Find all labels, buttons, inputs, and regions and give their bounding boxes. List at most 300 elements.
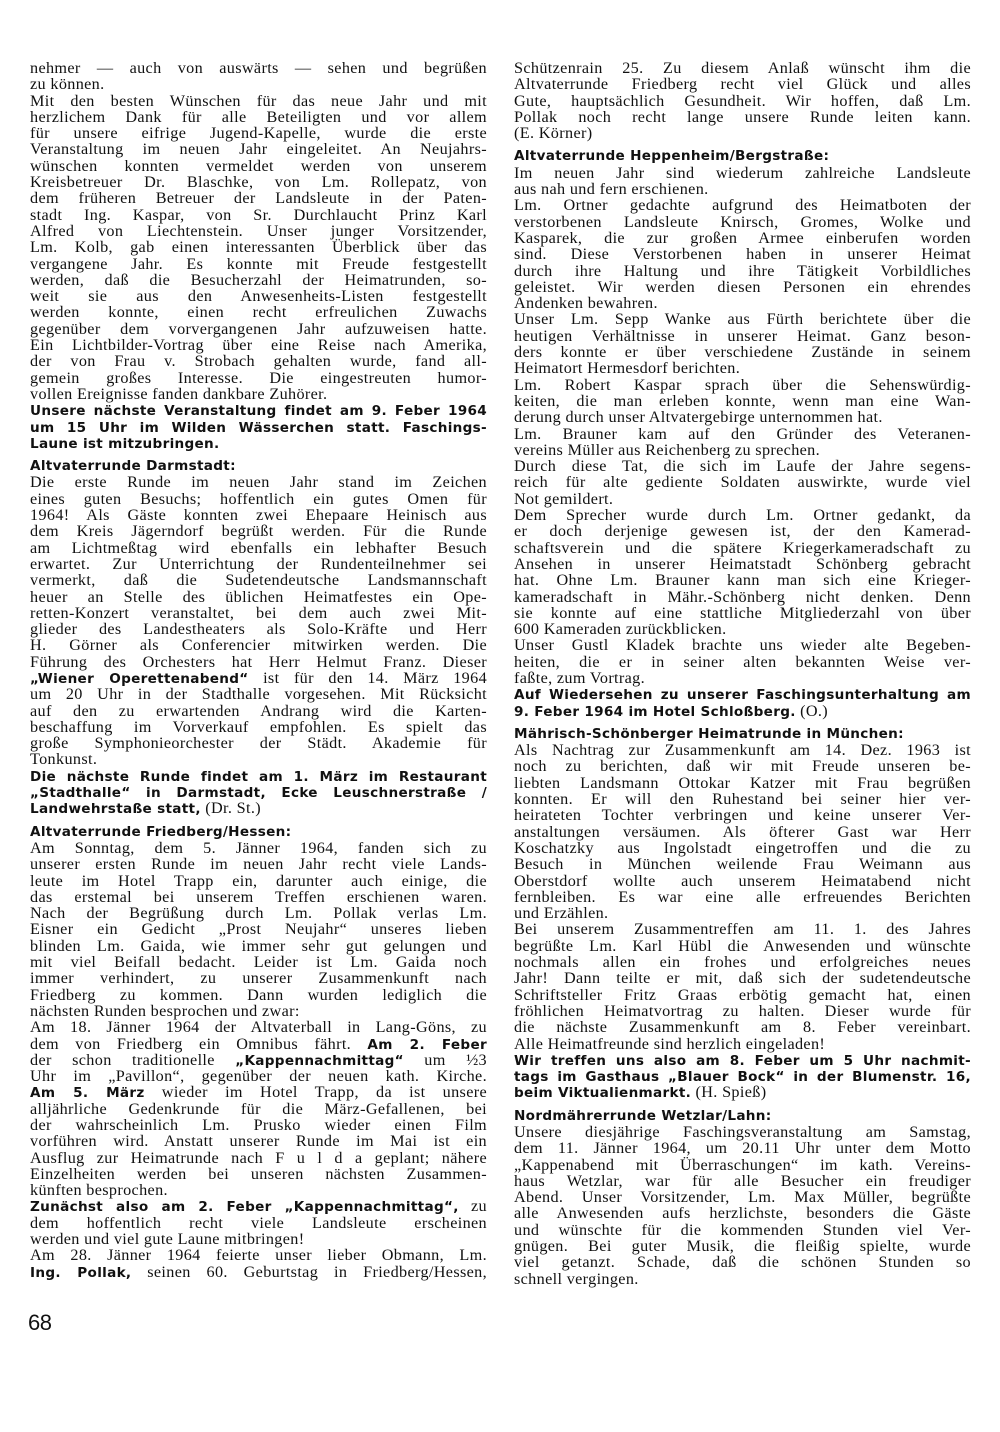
paragraph (30, 1198, 487, 1247)
text: Unser Lm. Sepp Wanke aus Fürth berichtete über die (514, 310, 971, 329)
text-line (514, 1254, 971, 1270)
text: Schriftsteller Fritz Graas erbötig gemacht hat, einen (514, 985, 971, 1004)
paragraph (30, 60, 487, 93)
text-line (514, 491, 971, 507)
section-spacer (30, 451, 487, 458)
text-line (30, 272, 487, 288)
text: um 20 Uhr in der Stadthalle vorgesehen. Mit Rücksicht (30, 685, 487, 704)
text-line (514, 938, 971, 954)
bold-text: Landwehrstaße statt, (30, 801, 201, 818)
text: vergangene Jahr. Es konnte mit Freude festgestellt (30, 254, 487, 273)
text-line (514, 295, 971, 311)
bold-text: Ing. Pollak, (30, 1264, 132, 1281)
text-line (514, 572, 971, 588)
text: Mit den besten Wünschen für das neue Jahr und mit (30, 91, 487, 110)
text: Kreisbetreuer Dr. Blaschke, von Lm. Rollepatz, von (30, 173, 487, 192)
text-line (30, 507, 487, 523)
text-line (514, 197, 971, 213)
text-line (30, 474, 487, 490)
text: Not gemildert. (514, 489, 614, 508)
paragraph (514, 1124, 971, 1287)
text-line (30, 76, 487, 92)
text: noch zu berichten, daß wir mit Freude unseren be- (514, 757, 971, 776)
text-line (514, 76, 971, 92)
text-line (514, 109, 971, 125)
text: Veranstaltung im neuen Jahr eingeleitet. An Neujahrs- (30, 140, 487, 159)
section-heading: Mährisch-Schönberger Heimatrunde in München: (514, 725, 904, 742)
text-line (30, 605, 487, 621)
text: haus Wetzlar, war für alle Besucher ein freudiger (514, 1171, 971, 1190)
paragraph (514, 165, 971, 198)
text: ist für den 14. März 1964 (248, 668, 488, 687)
text-line (30, 109, 487, 125)
text: Altvaterrunde Friedberg recht viel Glück und alles (514, 75, 971, 94)
text-line (30, 288, 487, 304)
text-line (30, 1019, 487, 1035)
bold-text: Die nächste Runde findet am 1. März im Restaurant (30, 768, 487, 785)
text: weit sie aus den Anwesenheits-Listen festgestellt (30, 287, 487, 306)
text-line (514, 1003, 971, 1019)
text: schnell vergingen. (514, 1269, 639, 1288)
text-line (30, 1133, 487, 1149)
text-line (514, 840, 971, 856)
text-line (30, 905, 487, 921)
text: faßte, zum Vortrag. (514, 668, 646, 687)
text: leute im Hotel Trapp ein, darunter auch einige, die (30, 871, 487, 890)
text-line (514, 523, 971, 539)
text: dem hoffentlich recht viele Landsleute erscheinen (30, 1213, 487, 1232)
paragraph (30, 1019, 487, 1198)
text: alljährliche Gedenkrunde für die März-Gefallenen, bei (30, 1099, 487, 1118)
text-line (30, 987, 487, 1003)
text: Nach der Begrüßung durch Lm. Pollak verlas Lm. (30, 904, 487, 923)
text: aus nah und fern erschienen. (514, 180, 709, 199)
text: die nächste Zusammenkunft am 8. Feber vereinbart. (514, 1018, 971, 1037)
text: zu (458, 1197, 487, 1216)
text-line (30, 735, 487, 751)
text-line (30, 856, 487, 872)
text: Bei unserem Zusammentreffen am 11. 1. des Jahres (514, 920, 971, 939)
text: (H. Spieß) (691, 1083, 767, 1102)
text: (E. Körner) (514, 124, 593, 143)
text-line (514, 556, 971, 572)
text: sind. Diese Verstorbenen haben in unserer Heimat (514, 245, 971, 264)
text-line (30, 751, 487, 767)
text: dem von Friedberg ein Omnibus fährt. (30, 1034, 368, 1053)
bold-text: Unsere nächste Veranstaltung findet am 9. Feber 1964 (30, 403, 487, 420)
text-line (514, 775, 971, 791)
text-line (514, 360, 971, 376)
text: Alle Heimatfreunde sind herzlich eingeladen! (514, 1034, 826, 1053)
text: stadt Ing. Kaspar, von Sr. Durchlaucht Prinz Karl (30, 205, 487, 224)
text-line (30, 386, 487, 402)
text: und Erzählen. (514, 904, 609, 923)
text: nehmer — auch von auswärts — sehen und begrüßen (30, 59, 487, 77)
text: (O.) (795, 701, 829, 720)
bold-text: Wir treffen uns also am 8. Feber um 5 Uhr nachmit- (514, 1052, 971, 1069)
bold-text: Auf Wiedersehen zu unserer Faschingsunterhaltung am (514, 687, 971, 704)
text: Pollak noch recht lange unsere Runde leiten kann. (514, 107, 971, 126)
text-line (514, 507, 971, 523)
text: Gute, hauptsächlich Gesundheit. Wir hoffen, daß Lm. (514, 91, 971, 110)
text: gemein großes Interesse. Die eingestreuten humor- (30, 368, 487, 387)
text-line (514, 1140, 971, 1156)
text: Oberstdorf wollte auch unserem Heimatabend nicht (514, 871, 971, 890)
left-column (30, 60, 487, 1280)
text-line (514, 328, 971, 344)
text-line (514, 1019, 971, 1035)
text-line (30, 719, 487, 735)
paragraph (514, 686, 971, 719)
text-line (30, 1084, 487, 1100)
text-line (30, 1264, 487, 1280)
text-line (514, 442, 971, 458)
text-line (30, 60, 487, 76)
paragraph (514, 377, 971, 426)
text: Koschatzky aus Ingolstadt eingetroffen und die zu (514, 838, 971, 857)
text: Ansehen in unserer Heimatstadt Schönberg gebracht (514, 554, 971, 573)
text-line (30, 353, 487, 369)
text-line (30, 768, 487, 784)
text: geleistet. Wir werden diesen Personen ein ehrendes (514, 277, 971, 296)
text: Unsere diesjährige Faschingsveranstaltung am Samstag, (514, 1123, 971, 1141)
text: liebten Landsmann Ottokar Katzer mit Frau begrüßen (514, 773, 971, 792)
text: zu können. (30, 75, 105, 94)
text: (Dr. St.) (200, 799, 261, 818)
text: Lm. Ortner gedachte aufgrund des Heimatboten der (514, 196, 971, 215)
text-line (514, 344, 971, 360)
text: durch ihre Haltung und ihre Tätigkeit Vorbildliches (514, 261, 971, 280)
text-line (30, 1052, 487, 1068)
text: Abend. Unser Vorsitzender, Lm. Max Müller, begrüßte (514, 1188, 971, 1207)
text-line (30, 1117, 487, 1133)
text-line (514, 393, 971, 409)
text-line (30, 419, 487, 435)
text-line (30, 889, 487, 905)
text: viel getanzt. Schade, daß die schönen Stunden so (514, 1253, 971, 1272)
text-line (514, 954, 971, 970)
section-heading: Altvaterrunde Darmstadt: (30, 458, 236, 475)
text: dem früheren Betreuer der Landsleute in der Paten- (30, 189, 487, 208)
text: anstaltungen versäumen. Als öfterer Gast war Herr (514, 822, 971, 841)
text: Andenken bewahren. (514, 294, 658, 313)
text-line (30, 337, 487, 353)
text-line (514, 93, 971, 109)
text-line (514, 889, 971, 905)
text-line (514, 409, 971, 425)
bold-text: Am 2. Feber (367, 1036, 487, 1053)
text-line (514, 1124, 971, 1140)
paragraph (514, 197, 971, 311)
text: Die erste Runde im neuen Jahr stand im Zeichen (30, 473, 487, 492)
text: „Kappenabend mit Überraschungen“ im kath. Vereins- (514, 1155, 971, 1174)
text-line (30, 921, 487, 937)
text-line (30, 523, 487, 539)
text-line (514, 1238, 971, 1254)
bold-text: Am 5. März (30, 1085, 145, 1102)
text: vorführen wird. Anstatt unserer Runde im Mai ist ein (30, 1132, 487, 1151)
text: ders konnte er über verschiedene Zustände in seinem (514, 343, 971, 362)
paragraph (514, 921, 971, 1051)
text-line (30, 670, 487, 686)
text-line (30, 174, 487, 190)
text-line (514, 742, 971, 758)
section-heading: Nordmährerrunde Wetzlar/Lahn: (514, 1107, 772, 1124)
page-number: 68 (28, 1310, 52, 1335)
text: fernbleiben. Es war eine alle erfreuendes Berichten (514, 887, 971, 906)
bold-text: Laune ist mitzubringen. (30, 435, 220, 452)
section-spacer (30, 817, 487, 824)
bold-text: 9. Feber 1964 im Hotel Schloßberg. (514, 703, 796, 720)
text: werden, daß die Besucherzahl der Heimatrunden, so- (30, 270, 487, 289)
paragraph (30, 840, 487, 1019)
right-column (514, 60, 971, 1287)
section-spacer (514, 1101, 971, 1108)
text: gnügen. Bei guter Musik, die fleißig spielte, wurde (514, 1237, 971, 1256)
text-line (514, 905, 971, 921)
text: Lm. Kolb, gab einen interessanten Überblick über das (30, 238, 487, 257)
text-line (30, 840, 487, 856)
text: um ½3 (403, 1050, 488, 1069)
text: große Symphonieorchester der Städt. Akademie für (30, 734, 487, 753)
text-line (514, 1052, 971, 1068)
section-heading: Altvaterrunde Friedberg/Hessen: (30, 823, 292, 840)
text: Kasparek, die zur großen Armee einberufen worden (514, 228, 971, 247)
text-line (514, 214, 971, 230)
text-line (30, 873, 487, 889)
text: mit viel Beifall bedacht. Leider ist Lm. Gaida noch (30, 953, 487, 972)
text: Als Nachtrag zur Zusammenkunft am 14. Dez. 1963 ist (514, 741, 971, 760)
bold-text: um 15 Uhr im Wilden Wässerchen statt. Faschings- (30, 419, 487, 436)
text: werden und viel gute Laune mitbringen! (30, 1230, 305, 1249)
text: schaftsverein und die spätere Kriegerkameradschaft zu (514, 538, 971, 557)
paragraph (514, 311, 971, 376)
text-line (514, 637, 971, 653)
text: wünschen konnten vermeldet werden von unserem (30, 156, 487, 175)
paragraph (30, 768, 487, 817)
paragraph (514, 426, 971, 459)
text-line (30, 1215, 487, 1231)
text: seinen 60. Geburtstag in Friedberg/Hessen, (131, 1262, 487, 1281)
text-line (30, 402, 487, 418)
text: reich für alte gediente Soldaten auswirkte, wurde viel (514, 473, 971, 492)
text-line (30, 1182, 487, 1198)
text-line (30, 1247, 487, 1263)
text-line (514, 1036, 971, 1052)
text-line (514, 824, 971, 840)
text-line (30, 654, 487, 670)
text-line (30, 621, 487, 637)
text: werden konnte, einen recht erfreulichen Zuwachs (30, 303, 487, 322)
paragraph (514, 507, 971, 637)
text: Einzelheiten werden bei unseren nächsten Zusammen- (30, 1164, 487, 1183)
text-line (30, 491, 487, 507)
text: heutigen Verhältnisse in unserer Heimat. Ganz beson- (514, 326, 971, 345)
text-line (30, 703, 487, 719)
paragraph (30, 93, 487, 403)
text-line (514, 263, 971, 279)
text: Alfred von Liechtenstein. Unser junger Vorsitzender, (30, 221, 487, 240)
text-line (514, 1068, 971, 1084)
text-line (514, 987, 971, 1003)
paragraph (514, 1052, 971, 1101)
bold-text: „Kappennachmittag“ (235, 1052, 404, 1069)
text: auf den zu erwartenden Andrang wird die Karten- (30, 701, 487, 720)
text: wieder im Hotel Trapp, da ist unsere (144, 1083, 487, 1102)
text-line (514, 246, 971, 262)
text-line (30, 970, 487, 986)
bold-text: tags im Gasthaus „Blauer Bock“ in der Blumenstr. 16, (514, 1069, 971, 1086)
text: glieder des Landestheaters als Solo-Kräfte und Herr (30, 620, 487, 639)
paragraph (30, 474, 487, 767)
text: er doch derjenige gewesen ist, der den Kamerad- (514, 522, 971, 541)
text-line (514, 621, 971, 637)
text: Uhr im „Pavillon“, gegenüber der neuen kath. Kirche. (30, 1067, 487, 1086)
text: herzlichem Dank für alle Beteiligten und vor allem (30, 107, 487, 126)
text-line (30, 158, 487, 174)
text: Ausflug zur Heimatrunde nach F u l d a geplant; nähere (30, 1148, 487, 1167)
text-line (30, 1068, 487, 1084)
text: und wünschte für die kommenden Stunden viel Ver- (514, 1220, 971, 1239)
text: Lm. Brauner kam auf den Gründer des Veteranen- (514, 424, 971, 443)
text: blinden Lm. Gaida, wie immer sehr gut gelungen und (30, 936, 487, 955)
text: das erstemal bei unserem Treffen erschienen waren. (30, 887, 487, 906)
bold-text: „Wiener Operettenabend“ (30, 670, 249, 687)
text: H. Görner als Conferencier mitwirken werden. Die (30, 636, 487, 655)
text: Am 18. Jänner 1964 der Altvaterball in Lang-Göns, zu (30, 1018, 487, 1037)
bold-text: Zunächst also am 2. Feber „Kappennachmittag“, (30, 1199, 459, 1216)
text-line (514, 474, 971, 490)
text-line (30, 784, 487, 800)
text-line (514, 311, 971, 327)
text-line (514, 605, 971, 621)
text-line (30, 1198, 487, 1214)
text: vermerkt, daß die Sudetendeutsche Landsmannschaft (30, 571, 487, 590)
paragraph (30, 1247, 487, 1280)
text-line (514, 856, 971, 872)
text-line (514, 165, 971, 181)
text-line (30, 1150, 487, 1166)
text-line (514, 791, 971, 807)
text: eines guten Besuchs; hoffentlich ein gutes Omen für (30, 489, 487, 508)
text-line (30, 556, 487, 572)
text: dem Kreis Jägerndorf begrüßt werden. Für die Runde (30, 522, 487, 541)
text-line (30, 304, 487, 320)
text: der wahrscheinlich Lm. Prusko wieder einen Film (30, 1116, 487, 1134)
text-line (30, 589, 487, 605)
text: der von Frau v. Strobach gehalten wurde, fand all- (30, 352, 487, 371)
text: derung durch unser Altvatergebirge unternommen hat. (514, 408, 883, 427)
text: Im neuen Jahr sind wiederum zahlreiche Landsleute (514, 163, 971, 182)
text: verstorbenen Landsleute Knirsch, Gromes, Wolke und (514, 212, 971, 231)
text-line (514, 970, 971, 986)
text: unserer ersten Runde im neuen Jahr recht viele Lands- (30, 855, 487, 874)
text-line (514, 1157, 971, 1173)
text-line (30, 637, 487, 653)
text-line (30, 540, 487, 556)
paragraph (514, 458, 971, 507)
text: Dem Sprecher wurde durch Lm. Ortner gedankt, da (514, 506, 971, 525)
text: hat. Ohne Lm. Brauner kann man sich eine Krieger- (514, 571, 971, 590)
section-spacer (514, 719, 971, 726)
text: Unser Gustl Kladek brachte uns wieder alte Begeben- (514, 636, 971, 655)
text: Ein Lichtbilder-Vortrag über eine Reise nach Amerika, (30, 336, 487, 355)
text-line (30, 207, 487, 223)
text-line (30, 93, 487, 109)
text-line (514, 589, 971, 605)
text-line (514, 1222, 971, 1238)
text: heuer an Stelle des üblichen Heimatfestes ein Ope- (30, 587, 487, 606)
text: retten-Konzert veranstaltet, bei dem auch zwei Mit- (30, 603, 487, 622)
text-line (514, 1271, 971, 1287)
text: fröhlichen Heimatvortrag zu halten. Dieser wurde für (514, 1001, 971, 1020)
text-line (30, 686, 487, 702)
text-line (514, 279, 971, 295)
text: sie konnte auf eine stattliche Mitgliederzahl von über (514, 603, 971, 622)
text: dem 11. Jänner 1964, um 20.11 Uhr unter dem Motto (514, 1139, 971, 1158)
text: nochmals allen ein frohes und erfolgreiches neues (514, 953, 971, 972)
text-line (514, 540, 971, 556)
text-line (30, 1003, 487, 1019)
text-line (514, 670, 971, 686)
text: Führung des Orchesters hat Herr Helmut Franz. Dieser (30, 652, 487, 671)
text-line (514, 686, 971, 702)
text: nächsten Runden besprochen und zwar: (30, 1001, 300, 1020)
text-line (30, 1166, 487, 1182)
text: keiten, die man erleben konnte, wenn man eine Wan- (514, 391, 971, 410)
text-line (30, 141, 487, 157)
text: erwartet. Zur Unterrichtung der Rundenteilnehmer sei (30, 554, 487, 573)
text-line (514, 1189, 971, 1205)
text-line (514, 60, 971, 76)
text-line (30, 125, 487, 141)
text-line (30, 321, 487, 337)
text-line (514, 377, 971, 393)
text: Lm. Robert Kaspar sprach über die Sehenswürdig- (514, 375, 971, 394)
text: Eisner ein Gedicht „Prost Neujahr“ unseres lieben (30, 920, 487, 939)
text-line (514, 458, 971, 474)
text-line (514, 426, 971, 442)
text-line (30, 954, 487, 970)
text: künften besprochen. (30, 1181, 168, 1200)
text-line (514, 1084, 971, 1100)
text-line (514, 758, 971, 774)
text: Heimatort Hermesdorf berichten. (514, 359, 741, 378)
text-line (30, 370, 487, 386)
text: Friedberg zu kommen. Dann wurden lediglich die (30, 985, 487, 1004)
text-line (514, 654, 971, 670)
text: immer verhindert, zu unserer Zusammenkunft nach (30, 969, 487, 988)
text-line (514, 873, 971, 889)
paragraph (514, 60, 971, 141)
text: Jahr! Dann teilte er mit, daß sich der sudetendeutsche (514, 969, 971, 988)
section-spacer (514, 141, 971, 148)
text: Durch diese Tat, die sich im Laufe der Jahre segens- (514, 457, 971, 476)
text: alle Anwesenden aufs herzlichste, besonders die Gäste (514, 1204, 971, 1223)
text: beschaffung im Vorverkauf empfohlen. Es spielt das (30, 717, 487, 736)
text-line (514, 703, 971, 719)
paragraph (30, 402, 487, 451)
text: vereins Müller aus Reichenberg zu sprechen. (514, 440, 821, 459)
text: kameradschaft in Mähr.-Schönberg nicht denken. Denn (514, 587, 971, 606)
text: konnten. Er will den Ruhestand bei seiner hier ver- (514, 790, 971, 809)
text: 600 Kameraden zurückblicken. (514, 620, 727, 639)
text-line (514, 921, 971, 937)
text-line (30, 1036, 487, 1052)
bold-text: „Stadthalle“ in Darmstadt, Ecke Leuschnerstraße / (30, 785, 487, 802)
text-line (30, 800, 487, 816)
paragraph (514, 637, 971, 686)
